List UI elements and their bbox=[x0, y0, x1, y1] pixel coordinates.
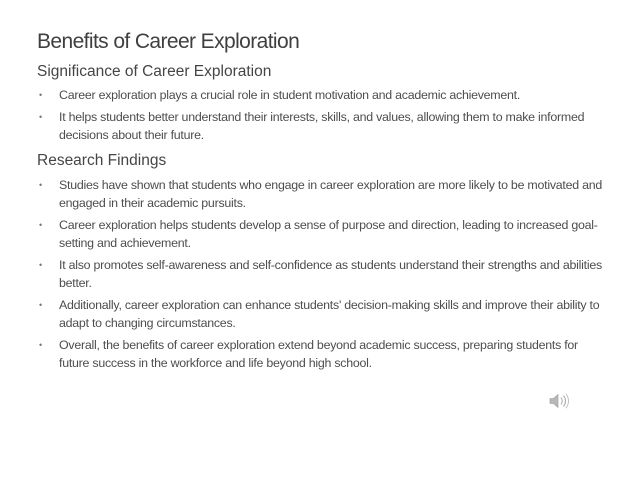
bullet-text: Overall, the benefits of career exploration extend beyond academic success, preparing students for future success in the workforce and life beyond high school. bbox=[59, 338, 578, 370]
section-heading-significance: Significance of Career Exploration bbox=[37, 63, 272, 80]
bullet-marker: • bbox=[39, 112, 42, 122]
bullet-list-significance bbox=[37, 86, 607, 148]
list-item bbox=[37, 296, 607, 332]
section-heading-research: Research Findings bbox=[37, 152, 167, 169]
list-item bbox=[37, 108, 607, 144]
list-item bbox=[37, 216, 607, 252]
bullet-text: Studies have shown that students who engage in career exploration are more likely to be motivated and engaged in their academic pursuits. bbox=[59, 178, 602, 210]
bullet-marker: • bbox=[39, 260, 42, 270]
bullet-text: It helps students better understand their interests, skills, and values, allowing them to make informed decisions about their future. bbox=[59, 110, 585, 142]
bullet-text: Career exploration helps students develop a sense of purpose and direction, leading to increased goal-setting and achievement. bbox=[59, 218, 598, 250]
list-item bbox=[37, 176, 607, 212]
bullet-list-research bbox=[37, 176, 607, 376]
bullet-marker: • bbox=[39, 90, 42, 100]
bullet-text: It also promotes self-awareness and self-confidence as students understand their strengths and abilities better. bbox=[59, 258, 602, 290]
list-item bbox=[37, 256, 607, 292]
slide-title: Benefits of Career Exploration bbox=[37, 30, 300, 53]
bullet-marker: • bbox=[39, 300, 42, 310]
bullet-text: Career exploration plays a crucial role in student motivation and academic achievement. bbox=[59, 88, 521, 102]
bullet-marker: • bbox=[39, 220, 42, 230]
list-item bbox=[37, 336, 607, 372]
bullet-text: Additionally, career exploration can enhance students' decision-making skills and improve their ability to adapt to changing circumstances. bbox=[59, 298, 600, 330]
bullet-marker: • bbox=[39, 180, 42, 190]
speaker-icon-graphic bbox=[548, 392, 570, 410]
list-item bbox=[37, 86, 607, 104]
speaker-icon[interactable] bbox=[548, 392, 570, 410]
bullet-marker: • bbox=[39, 340, 42, 350]
